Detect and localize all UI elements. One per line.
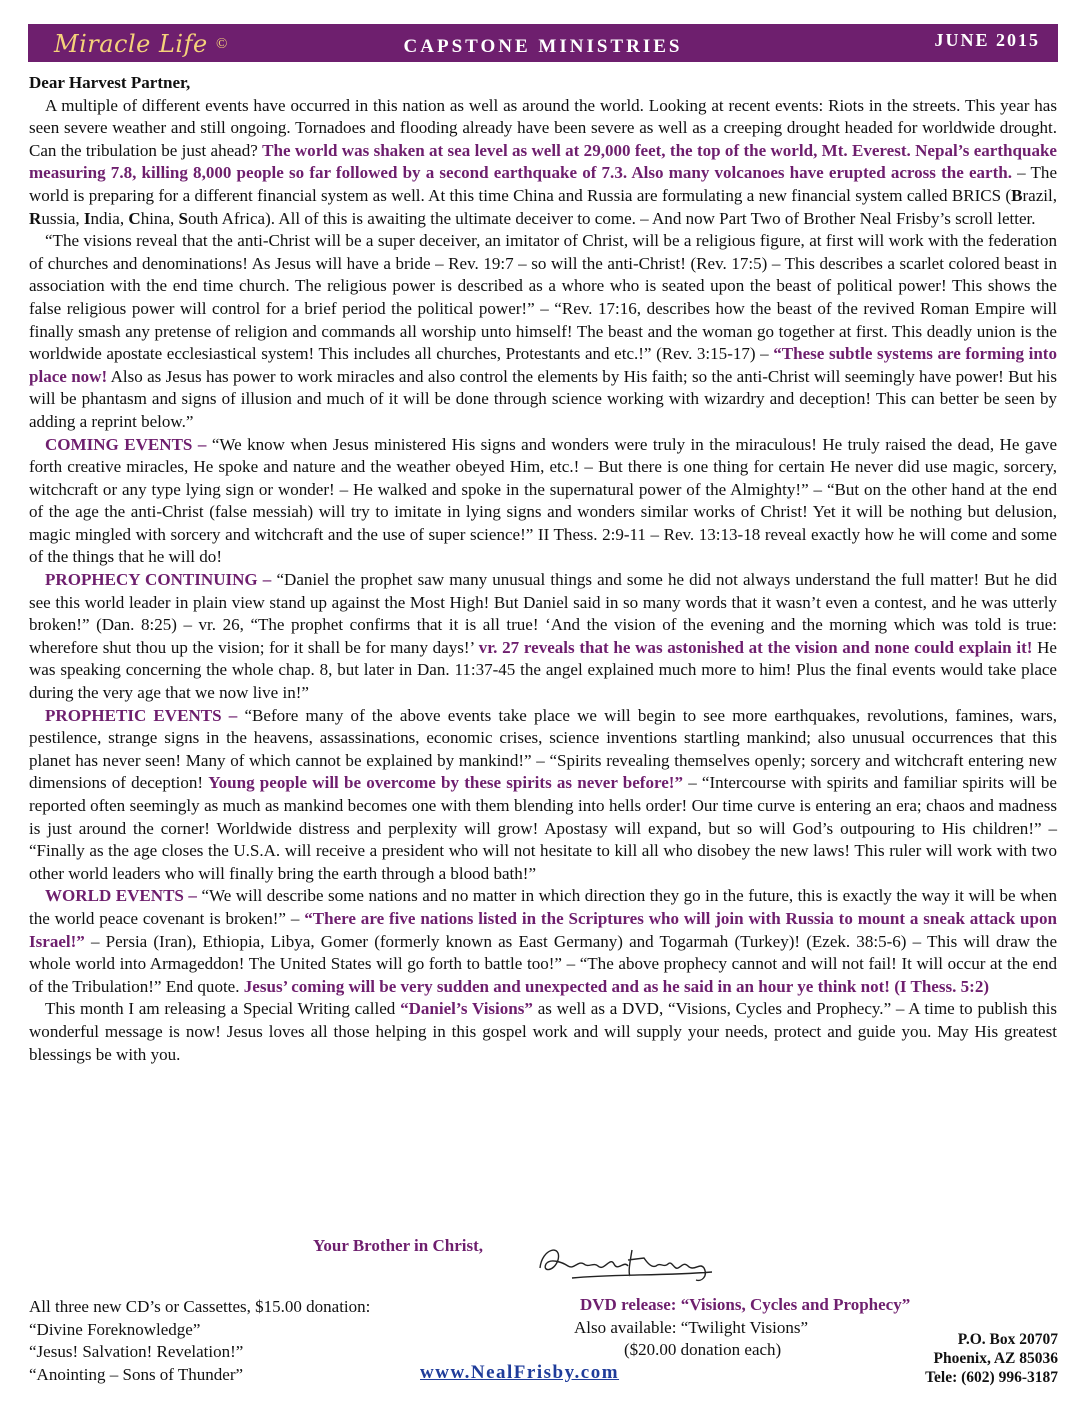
website-link[interactable]: www.NealFrisby.com <box>420 1362 620 1383</box>
highlight-subtle-systems: “These subtle systems are forming into place now! <box>29 344 1057 386</box>
masthead <box>28 24 1058 62</box>
paragraph-visions: “The visions reveal that the anti-Christ will be a super deceiver, an imitator of Christ, will be a religious figure, at first will work with the federation of churches and denominations! As Jesus will have a bride – Rev. 19:7 – so will the anti-Christ! (Rev. 17:5) – This describes a scarlet colored beast in association with the end time church. The religious power is described as a whore who is seated upon the beast of political power! This shows the false religious power will control for a brief period the political power!” – “Rev. 17:16, describes how the beast of the revived Roman Empire will finally smash any pretense of religion and commands all worship unto himself! The beast and the woman go together at first. This deadly union is the worldwide apostate ecclesiastical system! This includes all churches, Protestants and etc.!” (Rev. 3:15-17) – “These subtle systems are forming into place now! Also as Jesus has power to work miracles and also control the elements by His faith; so the anti-Christ will seemingly have power! But his will be phantasm and signs of illusion and much of it will be done through science working with wizardry and deception! This can better be seen by adding a reprint below.” <box>29 231 1057 431</box>
dvd-also: Also available: “Twilight Visions” <box>574 1317 809 1337</box>
dvd-release <box>560 1294 980 1362</box>
offer-item: “Jesus! Salvation! Revelation!” <box>29 1342 244 1362</box>
section-heading-prophecy-continuing: PROPHECY CONTINUING – <box>45 570 272 590</box>
letter-body <box>29 72 1057 1066</box>
signature <box>532 1238 732 1284</box>
org-name: CAPSTONE MINISTRIES <box>403 36 683 57</box>
section-heading-prophetic-events: PROPHETIC EVENTS – <box>45 705 238 725</box>
paragraph-intro: A multiple of different events have occurred in this nation as well as around the world. Looking at recent events: Riots in the streets. This year has seen severe weather and still ongoing. Tornadoes and flooding already have been severe as well as a creeping drought headed for worldwide drought. Can the tribulation be just ahead? The world was shaken at sea level as well at 29,000 feet, the top of the world, Mt. Everest. Nepal’s earthquake measuring 7.8, killing 8,000 people so far followed by a second earthquake of 7.3. Also many volcanoes have erupted across the earth. – The world is preparing for a different financial system as well. At this time China and Russia are formulating a new financial system called BRICS (Brazil, Russia, India, China, South Africa). All of this is awaiting the ultimate deceiver to come. – And now Part Two of Brother Neal Frisby’s scroll letter. <box>29 95 1058 228</box>
mailing-address <box>925 1330 1058 1387</box>
highlight-young-people: Young people will be overcome by these spirits as never before!” <box>208 773 683 793</box>
highlight-vr27: vr. 27 reveals that he was astonished at the vision and none could explain it! <box>478 637 1033 657</box>
paragraph-prophetic-events: PROPHETIC EVENTS – “Before many of the above events take place we will begin to see more earthquakes, revolutions, famines, wars, pestilence, strange signs in the heavens, assassinations, economic crises, science inventions startling mankind; also unusual occurrences that this planet has never seen! Many of which cannot be explained by mankind!” – “Spirits revealing themselves openly; sorcery and witchcraft entering new dimensions of deception! Young people will be overcome by these spirits as never before!” – “Intercourse with spirits and familiar spirits will be reported often seemingly as much as mankind becomes one with them blending into hells order! Our time curve is entering an era; chaos and madness is just around the corner! Worldwide distress and perplexity will grow! Apostasy will expand, but so will God’s outpouring to His children!” – “Finally as the age closes the U.S.A. will receive a president who will not hesitate to kill all who disobey the new laws! This ruler will work with two other world leaders who will finally bring the earth through a blood bath!” <box>29 705 1057 883</box>
address-line: Phoenix, AZ 85036 <box>933 1350 1058 1367</box>
salutation: Dear Harvest Partner, <box>29 73 191 92</box>
copyright-symbol: © <box>216 36 228 52</box>
highlight-five-nations: “There are five nations listed in the Scriptures who will join with Russia to mount a sneak attack upon Israel!” <box>29 908 1057 951</box>
paragraph-prophecy-continuing: PROPHECY CONTINUING – “Daniel the prophet saw many unusual things and some he did not always understand the full matter! But he did see this world leader in plain view stand up against the Most High! But Daniel said in so many words that it wasn’t even a contest, and he was utterly broken!” (Dan. 8:25) – vr. 26, “The prophet confirms that it is all true! ‘And the vision of the evening and the morning which was told is true: wherefore shut thou up the vision; for it shall be for many days!’ vr. 27 reveals that he was astonished at the vision and none could explain it! He was speaking concerning the whole chap. 8, but later in Dan. 11:37-45 the angel explained much more to him! Plus the final events would take place during the very age that we now live in!” <box>29 570 1057 703</box>
section-heading-coming-events: COMING EVENTS – <box>45 434 207 454</box>
highlight-daniels-visions: “Daniel’s Visions” <box>400 999 533 1019</box>
address-line: P.O. Box 20707 <box>957 1331 1058 1348</box>
brand-logo: Miracle Life <box>54 30 208 58</box>
cd-offer <box>29 1296 370 1386</box>
paragraph-release: This month I am releasing a Special Writing called “Daniel’s Visions” as well as a DVD, “Visions, Cycles and Prophecy.” – A time to publish this wonderful message is now! Jesus loves all those helping in this gospel work and will supply your needs, protect and guide you. May His greatest blessings be with you. <box>29 999 1057 1064</box>
dvd-price: ($20.00 donation each) <box>624 1340 782 1360</box>
dvd-title: DVD release: “Visions, Cycles and Prophecy” <box>580 1295 911 1314</box>
offer-item: “Anointing – Sons of Thunder” <box>29 1364 244 1384</box>
issue-date: JUNE 2015 <box>934 30 1040 50</box>
section-heading-world-events: WORLD EVENTS – <box>45 886 197 906</box>
paragraph-world-events: WORLD EVENTS – “We will describe some nations and no matter in which direction they go in the future, this is exactly the way it will be when the world peace covenant is broken!” – “There are five nations listed in the Scriptures who will join with Russia to mount a sneak attack upon Israel!” – Persia (Iran), Ethiopia, Libya, Gomer (formerly known as East Germany) and Togarmah (Turkey)! (Ezek. 38:5-6) – This will draw the whole world into Armageddon! The United States will go forth to battle too!” – “The above prophecy cannot and will not fail! It will occur at the end of the Tribulation!” End quote. Jesus’ coming will be very sudden and unexpected and as he said in an hour ye think not! (I Thess. 5:2) <box>29 886 1058 996</box>
highlight-jesus-coming: Jesus’ coming will be very sudden and unexpected and as he said in an hour ye think not! (I Thess. 5:2) <box>243 976 990 996</box>
paragraph-coming-events: COMING EVENTS – “We know when Jesus ministered His signs and wonders were truly in the miraculous! He truly raised the dead, He gave forth creative miracles, He spoke and nature and the weather obeyed Him, etc.! – But there is one thing for certain He never did use magic, sorcery, witchcraft or any type lying sign or wonder! – He walked and spoke in the supernatural power of the Almighty!” – “But on the other hand at the end of the age the anti-Christ (false messiah) will try to imitate in lying signs and wonders similar works of Christ! Yet it will be nothing but delusion, magic mingled with sorcery and witchcraft and the use of super science!” II Thess. 2:9-11 – Rev. 13:13-18 reveal exactly how he will come and some of the things that he will do! <box>29 434 1058 567</box>
phone: Tele: (602) 996-3187 <box>925 1369 1058 1386</box>
offer-title: All three new CD’s or Cassettes, $15.00 donation: <box>29 1297 371 1316</box>
closing: Your Brother in Christ, <box>313 1236 484 1255</box>
offer-item: “Divine Foreknowledge” <box>29 1319 201 1339</box>
highlight-earthquake: The world was shaken at sea level as well at 29,000 feet, the top of the world, Mt. Everest. Nepal’s earthquake measuring 7.8, killing 8,000 people so far followed by a second earthquake of 7.3. Also many volcanoes have erupted across the earth. <box>29 140 1057 183</box>
